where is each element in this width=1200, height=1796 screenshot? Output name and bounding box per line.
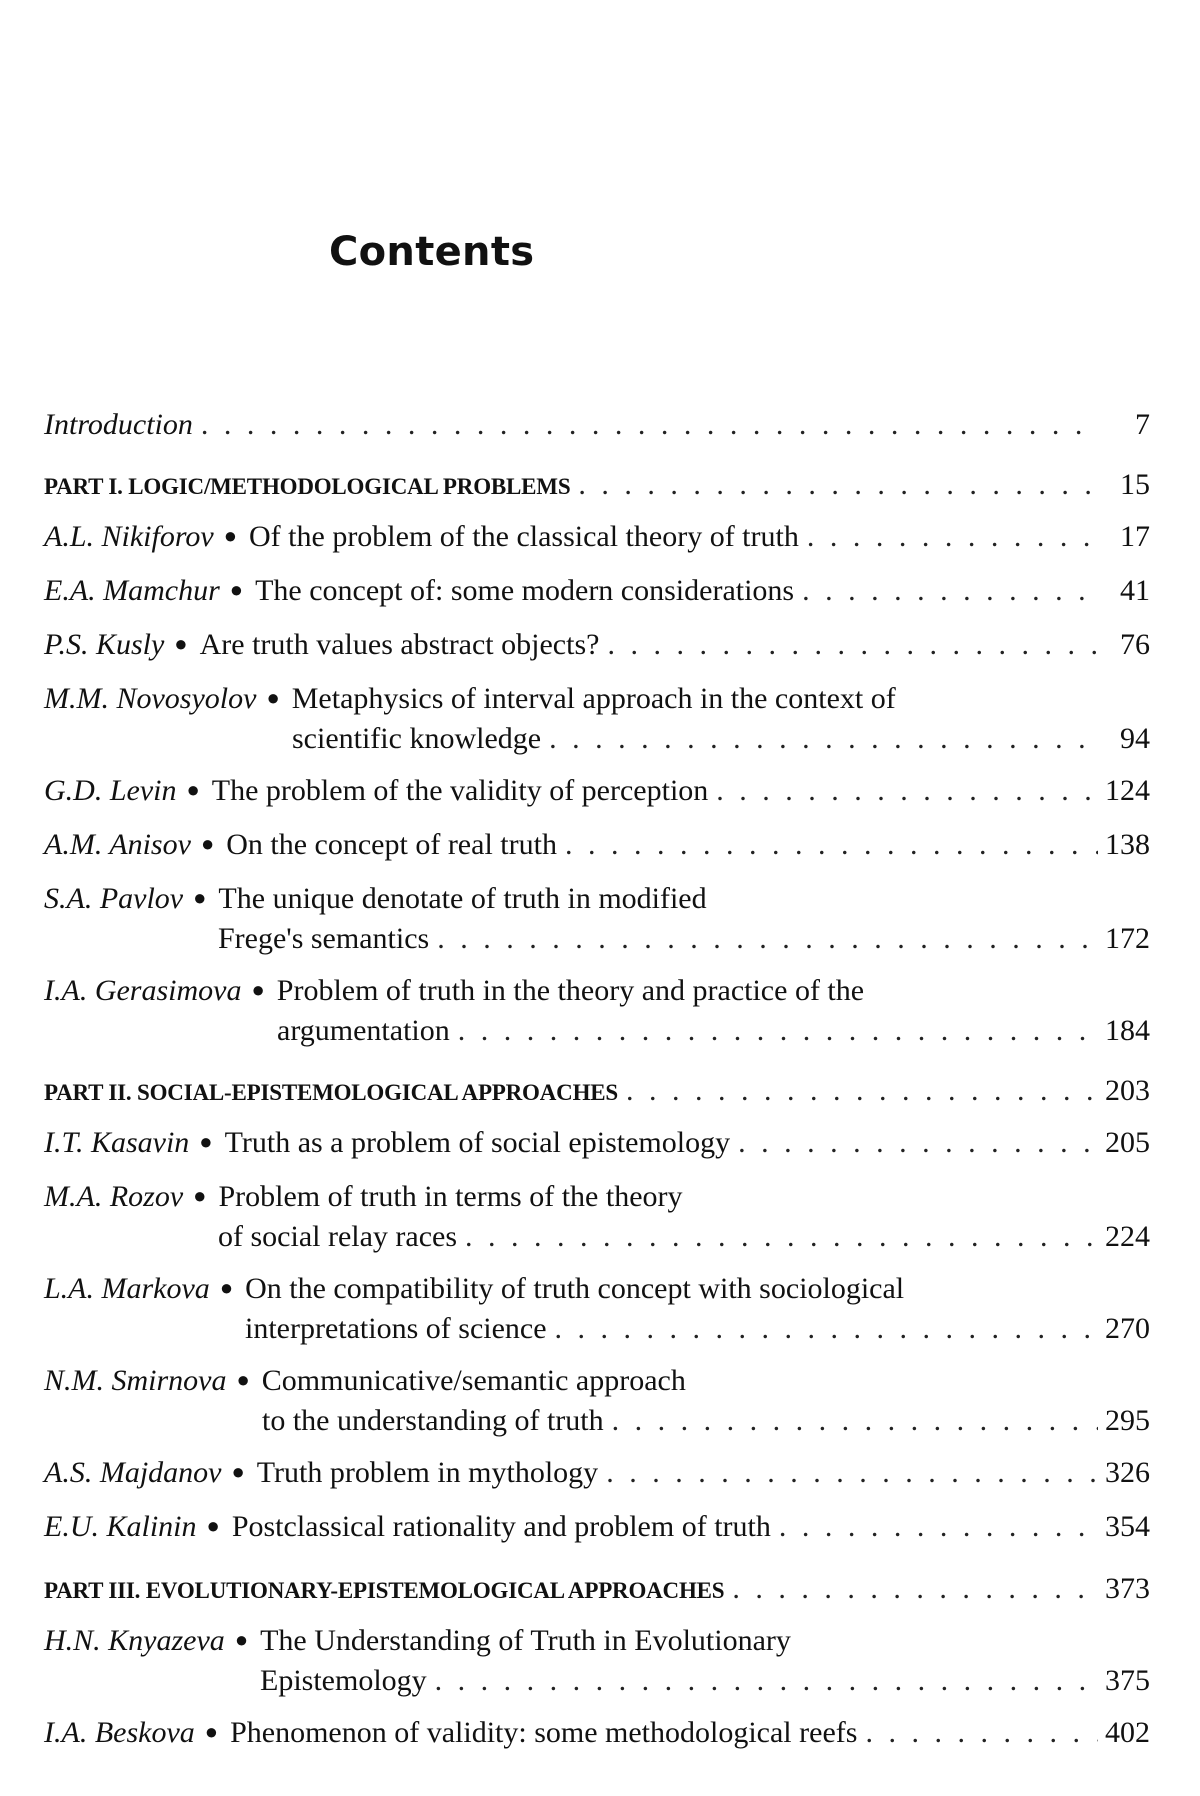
bullet-icon: ● <box>219 1275 234 1300</box>
page-number: 184 <box>1105 1014 1150 1047</box>
toc-entry[interactable] <box>44 1454 1150 1494</box>
page-number: 354 <box>1105 1510 1150 1543</box>
dot-leader <box>555 1310 1098 1348</box>
entry-first-line <box>44 572 1150 612</box>
entry-title: On the compatibility of truth concept with sociological <box>245 1272 905 1305</box>
entry-author: E.A. Mamchur <box>44 574 220 607</box>
dot-leader <box>606 1454 1098 1492</box>
entry-first-line <box>44 518 1150 558</box>
entry-first-line <box>44 826 1150 866</box>
entry-title-continued: interpretations of science <box>245 1312 547 1345</box>
entry-title: Communicative/semantic approach <box>261 1364 686 1397</box>
entry-title: Postclassical rationality and problem of truth <box>231 1510 771 1543</box>
dot-leader <box>802 572 1098 610</box>
entry-title: Problem of truth in the theory and practice of the <box>276 974 865 1007</box>
page-number: 41 <box>1120 574 1150 607</box>
toc-entry[interactable] <box>44 880 1150 958</box>
entry-author: P.S. Kusly <box>44 628 165 661</box>
entry-title: Truth as a problem of social epistemology <box>224 1126 731 1159</box>
toc-entry[interactable] <box>44 772 1150 812</box>
entry-author: S.A. Pavlov <box>44 882 184 915</box>
entry-second-line <box>44 1662 1150 1700</box>
dot-leader <box>626 1072 1098 1110</box>
dot-leader <box>465 1218 1098 1256</box>
toc-entry[interactable] <box>44 1178 1150 1256</box>
dot-leader <box>458 1012 1098 1050</box>
dot-leader <box>716 772 1098 810</box>
entry-title-continued: argumentation <box>277 1014 450 1047</box>
entry-author: I.A. Beskova <box>44 1716 195 1749</box>
bullet-icon: ● <box>199 1129 213 1154</box>
entry-first-line <box>44 626 1150 666</box>
entry-first-line <box>44 1508 1150 1548</box>
page-number: 7 <box>1135 408 1150 441</box>
bullet-icon: ● <box>200 831 215 856</box>
entry-author: L.A. Markova <box>44 1272 210 1305</box>
dot-leader <box>779 1508 1098 1546</box>
dot-leader <box>607 626 1098 664</box>
page-title: Contents <box>329 229 535 275</box>
entry-second-line <box>44 920 1150 958</box>
entry-first-line <box>44 1124 1150 1164</box>
entry-author: G.D. Levin <box>44 774 177 807</box>
toc-entry[interactable] <box>44 1508 1150 1548</box>
page-number: 76 <box>1120 628 1150 661</box>
part-title: PART III. EVOLUTIONARY-EPISTEMOLOGICAL APPROACHES <box>44 1578 725 1603</box>
toc-entry[interactable] <box>44 1124 1150 1164</box>
entry-title: Truth problem in mythology <box>256 1456 599 1489</box>
bullet-icon: ● <box>236 1367 250 1392</box>
page-number: 375 <box>1105 1664 1150 1697</box>
entry-author: A.S. Majdanov <box>44 1456 222 1489</box>
entry-author: H.N. Knyazeva <box>44 1624 225 1657</box>
dot-leader <box>437 920 1098 958</box>
toc-part-heading[interactable] <box>44 466 1150 506</box>
bullet-icon: ● <box>204 1719 219 1744</box>
entry-first-line <box>44 972 1150 1012</box>
bullet-icon: ● <box>266 685 280 710</box>
page-number: 270 <box>1105 1312 1150 1345</box>
entry-author: I.A. Gerasimova <box>44 974 242 1007</box>
dot-leader <box>201 406 1098 444</box>
entry-author: I.T. Kasavin <box>44 1126 190 1159</box>
page-number: 172 <box>1105 922 1150 955</box>
bullet-icon: ● <box>229 577 244 602</box>
dot-leader <box>565 826 1098 864</box>
entry-author: A.M. Anisov <box>44 828 191 861</box>
dot-leader <box>732 1570 1098 1608</box>
entry-title: The unique denotate of truth in modified <box>218 882 707 915</box>
part-title: PART II. SOCIAL-EPISTEMOLOGICAL APPROACHES <box>44 1080 618 1105</box>
bullet-icon: ● <box>231 1459 245 1484</box>
entry-first-line <box>44 1270 1150 1310</box>
entry-title: Introduction <box>44 408 193 441</box>
bullet-icon: ● <box>193 1183 207 1208</box>
entry-title: The Understanding of Truth in Evolutionary <box>260 1624 791 1657</box>
entry-second-line <box>44 1218 1150 1256</box>
bullet-icon: ● <box>206 1513 220 1538</box>
toc-entry[interactable] <box>44 572 1150 612</box>
dot-leader <box>435 1662 1098 1700</box>
entry-author: M.A. Rozov <box>44 1180 184 1213</box>
page-number: 326 <box>1105 1456 1150 1489</box>
dot-leader <box>549 720 1098 758</box>
entry-first-line <box>44 1362 1150 1402</box>
entry-second-line <box>44 720 1150 758</box>
entry-second-line <box>44 1402 1150 1440</box>
entry-title: Problem of truth in terms of the theory <box>218 1180 683 1213</box>
page-number: 373 <box>1105 1572 1150 1605</box>
toc-part-heading[interactable] <box>44 1570 1150 1610</box>
page-number: 15 <box>1120 468 1150 501</box>
toc-introduction[interactable] <box>44 406 1150 444</box>
toc-entry[interactable] <box>44 518 1150 558</box>
bullet-icon: ● <box>223 523 238 548</box>
page-number: 402 <box>1105 1716 1150 1749</box>
dot-leader <box>738 1124 1098 1162</box>
toc-entry[interactable] <box>44 1362 1150 1440</box>
table-of-contents <box>44 406 1150 1768</box>
entry-second-line <box>44 1310 1150 1348</box>
toc-entry[interactable] <box>44 680 1150 758</box>
bullet-icon: ● <box>186 777 200 802</box>
toc-entry[interactable] <box>44 1714 1150 1754</box>
dot-leader <box>865 1714 1098 1752</box>
entry-title: Of the problem of the classical theory of truth <box>249 520 799 553</box>
bullet-icon: ● <box>193 885 207 910</box>
entry-title-continued: Epistemology <box>260 1664 427 1697</box>
entry-title: Metaphysics of interval approach in the context of <box>291 682 896 715</box>
page-number: 138 <box>1105 828 1150 861</box>
bullet-icon: ● <box>234 1627 249 1652</box>
entry-title: Phenomenon of validity: some methodological reefs <box>230 1716 858 1749</box>
toc-entry[interactable] <box>44 826 1150 866</box>
entry-first-line <box>44 880 1150 920</box>
page-number: 203 <box>1105 1074 1150 1107</box>
toc-entry[interactable] <box>44 972 1150 1050</box>
entry-author: E.U. Kalinin <box>44 1510 197 1543</box>
part-title: PART I. LOGIC/METHODOLOGICAL PROBLEMS <box>44 474 571 499</box>
page-number: 205 <box>1105 1126 1150 1159</box>
entry-author: M.M. Novosyolov <box>44 682 257 715</box>
page-number: 224 <box>1105 1220 1150 1253</box>
entry-title: On the concept of real truth <box>226 828 557 861</box>
dot-leader <box>612 1402 1098 1440</box>
dot-leader <box>578 466 1098 504</box>
entry-first-line <box>44 1622 1150 1662</box>
entry-title-continued: of social relay races <box>218 1220 458 1253</box>
entry-title: The problem of the validity of perception <box>211 774 709 807</box>
toc-entry[interactable] <box>44 1622 1150 1700</box>
entry-first-line <box>44 772 1150 812</box>
toc-entry[interactable] <box>44 1270 1150 1348</box>
dot-leader <box>807 518 1098 556</box>
entry-title-continued: Frege's semantics <box>218 922 430 955</box>
entry-title: The concept of: some modern considerations <box>255 574 795 607</box>
bullet-icon: ● <box>174 631 188 656</box>
page-number: 295 <box>1105 1404 1150 1437</box>
entry-title-continued: scientific knowledge <box>292 722 542 755</box>
entry-second-line <box>44 1012 1150 1050</box>
entry-first-line <box>44 1454 1150 1494</box>
entry-first-line <box>44 1178 1150 1218</box>
page-number: 17 <box>1120 520 1150 553</box>
entry-title-continued: to the understanding of truth <box>262 1404 604 1437</box>
toc-entry[interactable] <box>44 626 1150 666</box>
entry-first-line <box>44 680 1150 720</box>
toc-part-heading[interactable] <box>44 1072 1150 1112</box>
entry-author: A.L. Nikiforov <box>44 520 214 553</box>
page-number: 124 <box>1105 774 1150 807</box>
page-number: 94 <box>1120 722 1150 755</box>
entry-author: N.M. Smirnova <box>44 1364 227 1397</box>
entry-title: Are truth values abstract objects? <box>199 628 600 661</box>
bullet-icon: ● <box>251 977 265 1002</box>
entry-first-line <box>44 1714 1150 1754</box>
